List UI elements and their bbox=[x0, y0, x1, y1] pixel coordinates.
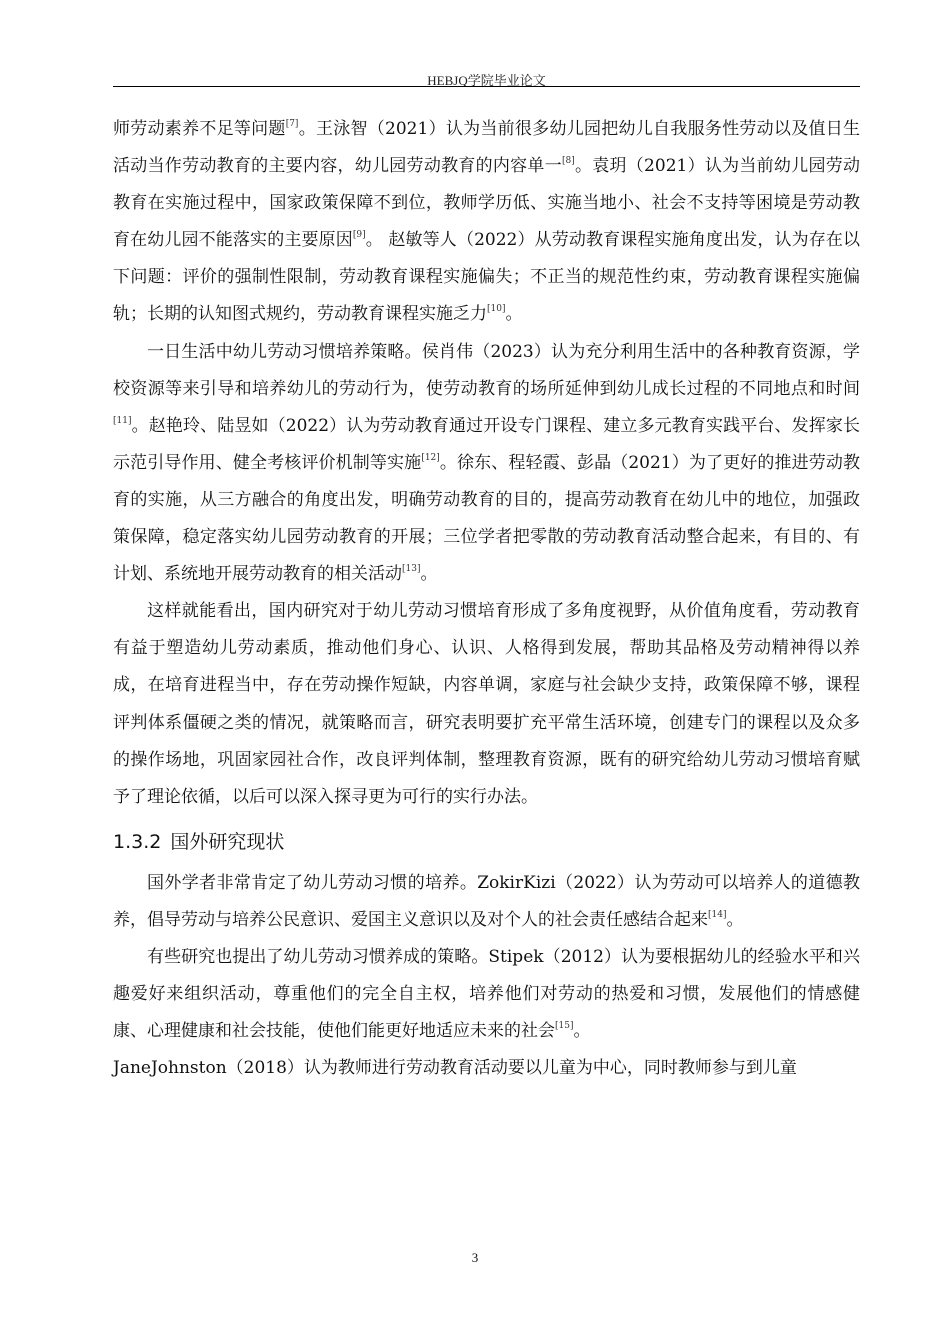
paragraph-5 bbox=[113, 939, 860, 1050]
citation-ref: [15] bbox=[555, 1021, 574, 1032]
text-run: 。 bbox=[505, 304, 523, 325]
text-run: 。 bbox=[726, 909, 744, 930]
header-rule bbox=[113, 86, 860, 87]
section-number: 1.3.2 bbox=[113, 830, 162, 853]
text-run: 。赵艳玲、陆昱如（2022）认为劳动教育通过开设专门课程、建立多元教育实践平台、发挥家长示范引导作用、健全考核评价机制等实施 bbox=[113, 415, 860, 473]
text-run: 。 赵敏等人（2022）从劳动教育课程实施角度出发，认为存在以下问题：评价的强制性限制，劳动教育课程实施偏失；不正当的规范性约束，劳动教育课程实施偏轨；长期的认知图式规约，劳动教育课程实施乏力 bbox=[113, 230, 860, 325]
text-run: 师劳动素养不足等问题 bbox=[113, 119, 286, 139]
paragraph-3 bbox=[113, 593, 860, 816]
paragraph-6 bbox=[113, 1050, 860, 1087]
text-run: 。 bbox=[420, 564, 438, 585]
text-run: 这样就能看出，国内研究对于幼儿劳动习惯培育形成了多角度视野，从价值角度看，劳动教育有益于塑造幼儿劳动素质，推动他们身心、认识、人格得到发展，帮助其品格及劳动精神得以养成，在培育进程当中，存在劳动操作短缺，内容单调，家庭与社会缺少支持，政策保障不够，课程评判体系僵硬之类的情况，就策略而言，研究表明要扩充平常生活环境，创建专门的课程以及众多的操作场地，巩固家园社合作，改良评判体制，整理教育资源，既有的研究给幼儿劳动习惯培育赋予了理论依循，以后可以深入探寻更为可行的实行办法。 bbox=[113, 601, 860, 807]
running-header: HEBJQ学院毕业论文 bbox=[427, 73, 546, 88]
citation-ref: [11] bbox=[113, 415, 132, 426]
paragraph-4 bbox=[113, 865, 860, 939]
text-run: JaneJohnston（2018）认为教师进行劳动教育活动要以儿童为中心，同时教师参与到儿童 bbox=[113, 1058, 797, 1079]
citation-ref: [9] bbox=[352, 230, 366, 241]
section-title: 国外研究现状 bbox=[170, 830, 285, 853]
text-run: 。 bbox=[573, 1021, 591, 1042]
text-run: 一日生活中幼儿劳动习惯培养策略。侯肖伟（2023）认为充分利用生活中的各种教育资源，学校资源等来引导和培养幼儿的劳动行为，使劳动教育的场所延伸到幼儿成长过程的不同地点和时间 bbox=[113, 341, 860, 399]
section-heading bbox=[113, 822, 860, 862]
body-text bbox=[113, 111, 860, 1087]
text-run: 有些研究也提出了幼儿劳动习惯养成的策略。Stipek（2012）认为要根据幼儿的经验水平和兴趣爱好来组织活动，尊重他们的完全自主权，培养他们对劳动的热爱和习惯，发展他们的情感健康、心理健康和社会技能，使他们能更好地适应未来的社会 bbox=[113, 946, 860, 1042]
citation-ref: [10] bbox=[487, 304, 506, 315]
paragraph-1 bbox=[113, 111, 860, 334]
text-run: 。徐东、程轻霞、彭晶（2021）为了更好的推进劳动教育的实施，从三方融合的角度出发，明确劳动教育的目的，提高劳动教育在幼儿中的地位，加强政策保障，稳定落实幼儿园劳动教育的开展；三位学者把零散的劳动教育活动整合起来，有目的、有计划、系统地开展劳动教育的相关活动 bbox=[113, 452, 861, 585]
citation-ref: [12] bbox=[421, 452, 440, 463]
paragraph-2 bbox=[113, 334, 860, 594]
citation-ref: [7] bbox=[285, 119, 299, 129]
citation-ref: [13] bbox=[402, 564, 421, 575]
text-run: 国外学者非常肯定了幼儿劳动习惯的培养。ZokirKizi（2022）认为劳动可以培养人的道德教养，倡导劳动与培养公民意识、爱国主义意识以及对个人的社会责任感结合起来 bbox=[113, 872, 860, 930]
citation-ref: [14] bbox=[708, 909, 727, 920]
page-number: 3 bbox=[471, 1250, 479, 1265]
text-run: 。王泳智（2021）认为当前很多幼儿园把幼儿自我服务性劳动以及值日生活动当作劳动教育的主要内容，幼儿园劳动教育的内容单一 bbox=[113, 119, 861, 177]
citation-ref: [8] bbox=[561, 156, 575, 167]
text-run: 。袁玥（2021）认为当前幼儿园劳动教育在实施过程中，国家政策保障不到位，教师学历低、实施当地小、社会不支持等困境是劳动教育在幼儿园不能落实的主要原因 bbox=[113, 156, 861, 251]
